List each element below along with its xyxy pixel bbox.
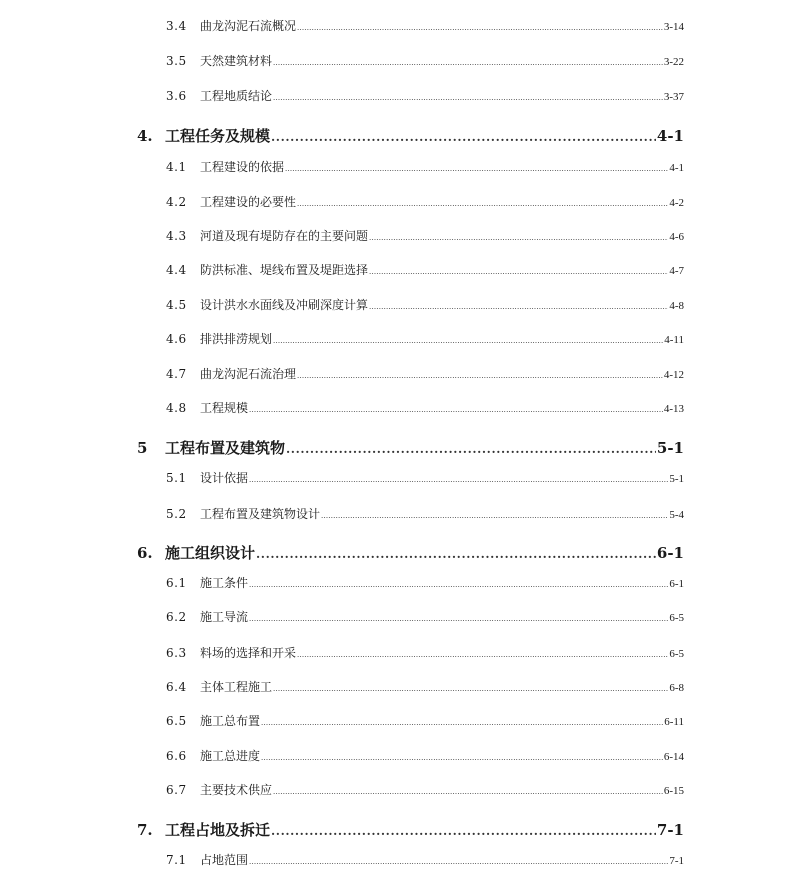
dot-leader <box>261 749 663 767</box>
toc-title: 工程布置及建筑物 <box>165 439 286 457</box>
toc-number: 6.4 <box>166 680 187 694</box>
toc-title: 工程地质结论 <box>200 89 273 103</box>
dot-leader <box>273 332 663 350</box>
toc-page-number: 4-6 <box>669 231 684 243</box>
toc-page-number: 6-15 <box>663 785 684 797</box>
toc-number: 4.8 <box>166 401 187 415</box>
toc-title: 施工组织设计 <box>165 544 256 562</box>
toc-title: 曲龙沟泥石流概况 <box>200 19 297 33</box>
toc-chapter-5[interactable] <box>137 437 684 459</box>
dot-leader <box>369 298 668 316</box>
toc-page-number: 4-11 <box>664 334 684 346</box>
toc-title: 料场的选择和开采 <box>200 646 297 660</box>
toc-title: 施工导流 <box>200 610 249 624</box>
toc-number: 6.7 <box>166 783 187 797</box>
toc-entry-3-6[interactable] <box>166 87 684 105</box>
toc-page-number: 5-1 <box>669 473 684 485</box>
toc-page-number: 6-1 <box>656 544 684 562</box>
toc-page-number: 4-7 <box>669 265 684 277</box>
toc-number: 5.2 <box>166 507 187 521</box>
toc-entry-7-1[interactable] <box>166 851 684 869</box>
dot-leader <box>297 367 663 385</box>
toc-title: 工程占地及拆迁 <box>165 821 271 839</box>
toc-title: 防洪标准、堤线布置及堤距选择 <box>200 263 369 277</box>
toc-number: 4.2 <box>166 195 187 209</box>
toc-page-number: 4-12 <box>663 369 684 381</box>
toc-title: 排洪排涝规划 <box>200 332 273 346</box>
toc-title: 占地范围 <box>200 853 249 867</box>
dot-leader <box>249 471 668 489</box>
toc-number: 4.6 <box>166 332 187 346</box>
dot-leader <box>285 160 668 178</box>
toc-page-number: 6-5 <box>669 648 684 660</box>
toc-number: 3.6 <box>166 89 187 103</box>
dot-leader <box>297 195 668 213</box>
toc-entry-4-8[interactable] <box>166 399 684 417</box>
dot-leader <box>321 507 668 525</box>
toc-page-number: 4-2 <box>669 197 684 209</box>
toc-number: 4.1 <box>166 160 187 174</box>
toc-entry-5-2[interactable] <box>166 505 684 523</box>
toc-number: 6.2 <box>166 610 187 624</box>
toc-title: 河道及现有堤防存在的主要问题 <box>200 229 369 243</box>
toc-number: 4. <box>137 127 153 145</box>
toc-number: 5 <box>137 439 148 457</box>
toc-title: 施工总布置 <box>200 714 261 728</box>
dot-leader <box>271 820 656 842</box>
toc-page-number: 5-1 <box>656 439 684 457</box>
toc-page-number: 4-1 <box>656 127 684 145</box>
toc-title: 工程规模 <box>200 401 249 415</box>
toc-page-number: 7-1 <box>656 821 684 839</box>
toc-page-number: 3-22 <box>663 56 684 68</box>
toc-page-number: 6-11 <box>664 716 684 728</box>
toc-title: 施工总进度 <box>200 749 261 763</box>
toc-number: 4.5 <box>166 298 187 312</box>
dot-leader <box>369 229 668 247</box>
toc-number: 3.5 <box>166 54 187 68</box>
toc-number: 4.4 <box>166 263 187 277</box>
dot-leader <box>261 714 663 732</box>
dot-leader <box>297 19 663 37</box>
toc-entry-6-2[interactable] <box>166 608 684 626</box>
toc-entry-4-5[interactable] <box>166 296 684 314</box>
toc-title: 工程建设的必要性 <box>200 195 297 209</box>
toc-page-number: 4-8 <box>669 300 684 312</box>
toc-title: 主要技术供应 <box>200 783 273 797</box>
toc-number: 5.1 <box>166 471 187 485</box>
toc-entry-4-1[interactable] <box>166 158 684 176</box>
toc-entry-4-4[interactable] <box>166 261 684 279</box>
toc-chapter-4[interactable] <box>137 125 684 147</box>
toc-number: 6.5 <box>166 714 187 728</box>
dot-leader <box>273 89 663 107</box>
toc-page-number: 6-14 <box>663 751 684 763</box>
dot-leader <box>273 783 663 801</box>
toc-chapter-6[interactable] <box>137 542 684 564</box>
toc-entry-6-6[interactable] <box>166 747 684 765</box>
toc-page-number: 4-13 <box>663 403 684 415</box>
toc-number: 6.3 <box>166 646 187 660</box>
toc-entry-5-1[interactable] <box>166 469 684 487</box>
toc-number: 3.4 <box>166 19 187 33</box>
toc-entry-4-7[interactable] <box>166 365 684 383</box>
toc-chapter-7[interactable] <box>137 819 684 841</box>
toc-number: 4.7 <box>166 367 187 381</box>
toc-title: 设计依据 <box>200 471 249 485</box>
toc-title: 主体工程施工 <box>200 680 273 694</box>
toc-entry-4-2[interactable] <box>166 193 684 211</box>
toc-entry-4-6[interactable] <box>166 330 684 348</box>
toc-entry-6-7[interactable] <box>166 781 684 799</box>
toc-page-number: 7-1 <box>669 855 684 867</box>
toc-title: 施工条件 <box>200 576 249 590</box>
toc-page-number: 6-1 <box>669 578 684 590</box>
dot-leader <box>297 646 668 664</box>
toc-page-number: 6-8 <box>669 682 684 694</box>
toc-number: 6. <box>137 544 153 562</box>
toc-entry-6-1[interactable] <box>166 574 684 592</box>
dot-leader <box>286 438 656 460</box>
toc-number: 6.1 <box>166 576 187 590</box>
toc-number: 7.1 <box>166 853 187 867</box>
toc-page-number: 3-37 <box>663 91 684 103</box>
toc-page-number: 5-4 <box>669 509 684 521</box>
toc-title: 工程布置及建筑物设计 <box>200 507 321 521</box>
toc-title: 天然建筑材料 <box>200 54 273 68</box>
toc-title: 曲龙沟泥石流治理 <box>200 367 297 381</box>
dot-leader <box>273 54 663 72</box>
toc-page-number: 6-5 <box>669 612 684 624</box>
toc-number: 6.6 <box>166 749 187 763</box>
toc-title: 工程建设的依据 <box>200 160 285 174</box>
toc-entry-6-5[interactable] <box>166 712 684 730</box>
toc-entry-4-3[interactable] <box>166 227 684 245</box>
toc-number: 7. <box>137 821 153 839</box>
toc-title: 工程任务及规模 <box>165 127 271 145</box>
toc-entry-3-4[interactable] <box>166 17 684 35</box>
dot-leader <box>249 853 668 871</box>
toc-number: 4.3 <box>166 229 187 243</box>
toc-entry-6-3[interactable] <box>166 644 684 662</box>
dot-leader <box>369 263 668 281</box>
toc-entry-6-4[interactable] <box>166 678 684 696</box>
toc-title: 设计洪水水面线及冲刷深度计算 <box>200 298 369 312</box>
dot-leader <box>249 576 668 594</box>
dot-leader <box>273 680 668 698</box>
dot-leader <box>249 610 668 628</box>
dot-leader <box>271 126 656 148</box>
toc-entry-3-5[interactable] <box>166 52 684 70</box>
dot-leader <box>256 543 656 565</box>
toc-page-number: 4-1 <box>669 162 684 174</box>
toc-page-number: 3-14 <box>663 21 684 33</box>
dot-leader <box>249 401 663 419</box>
